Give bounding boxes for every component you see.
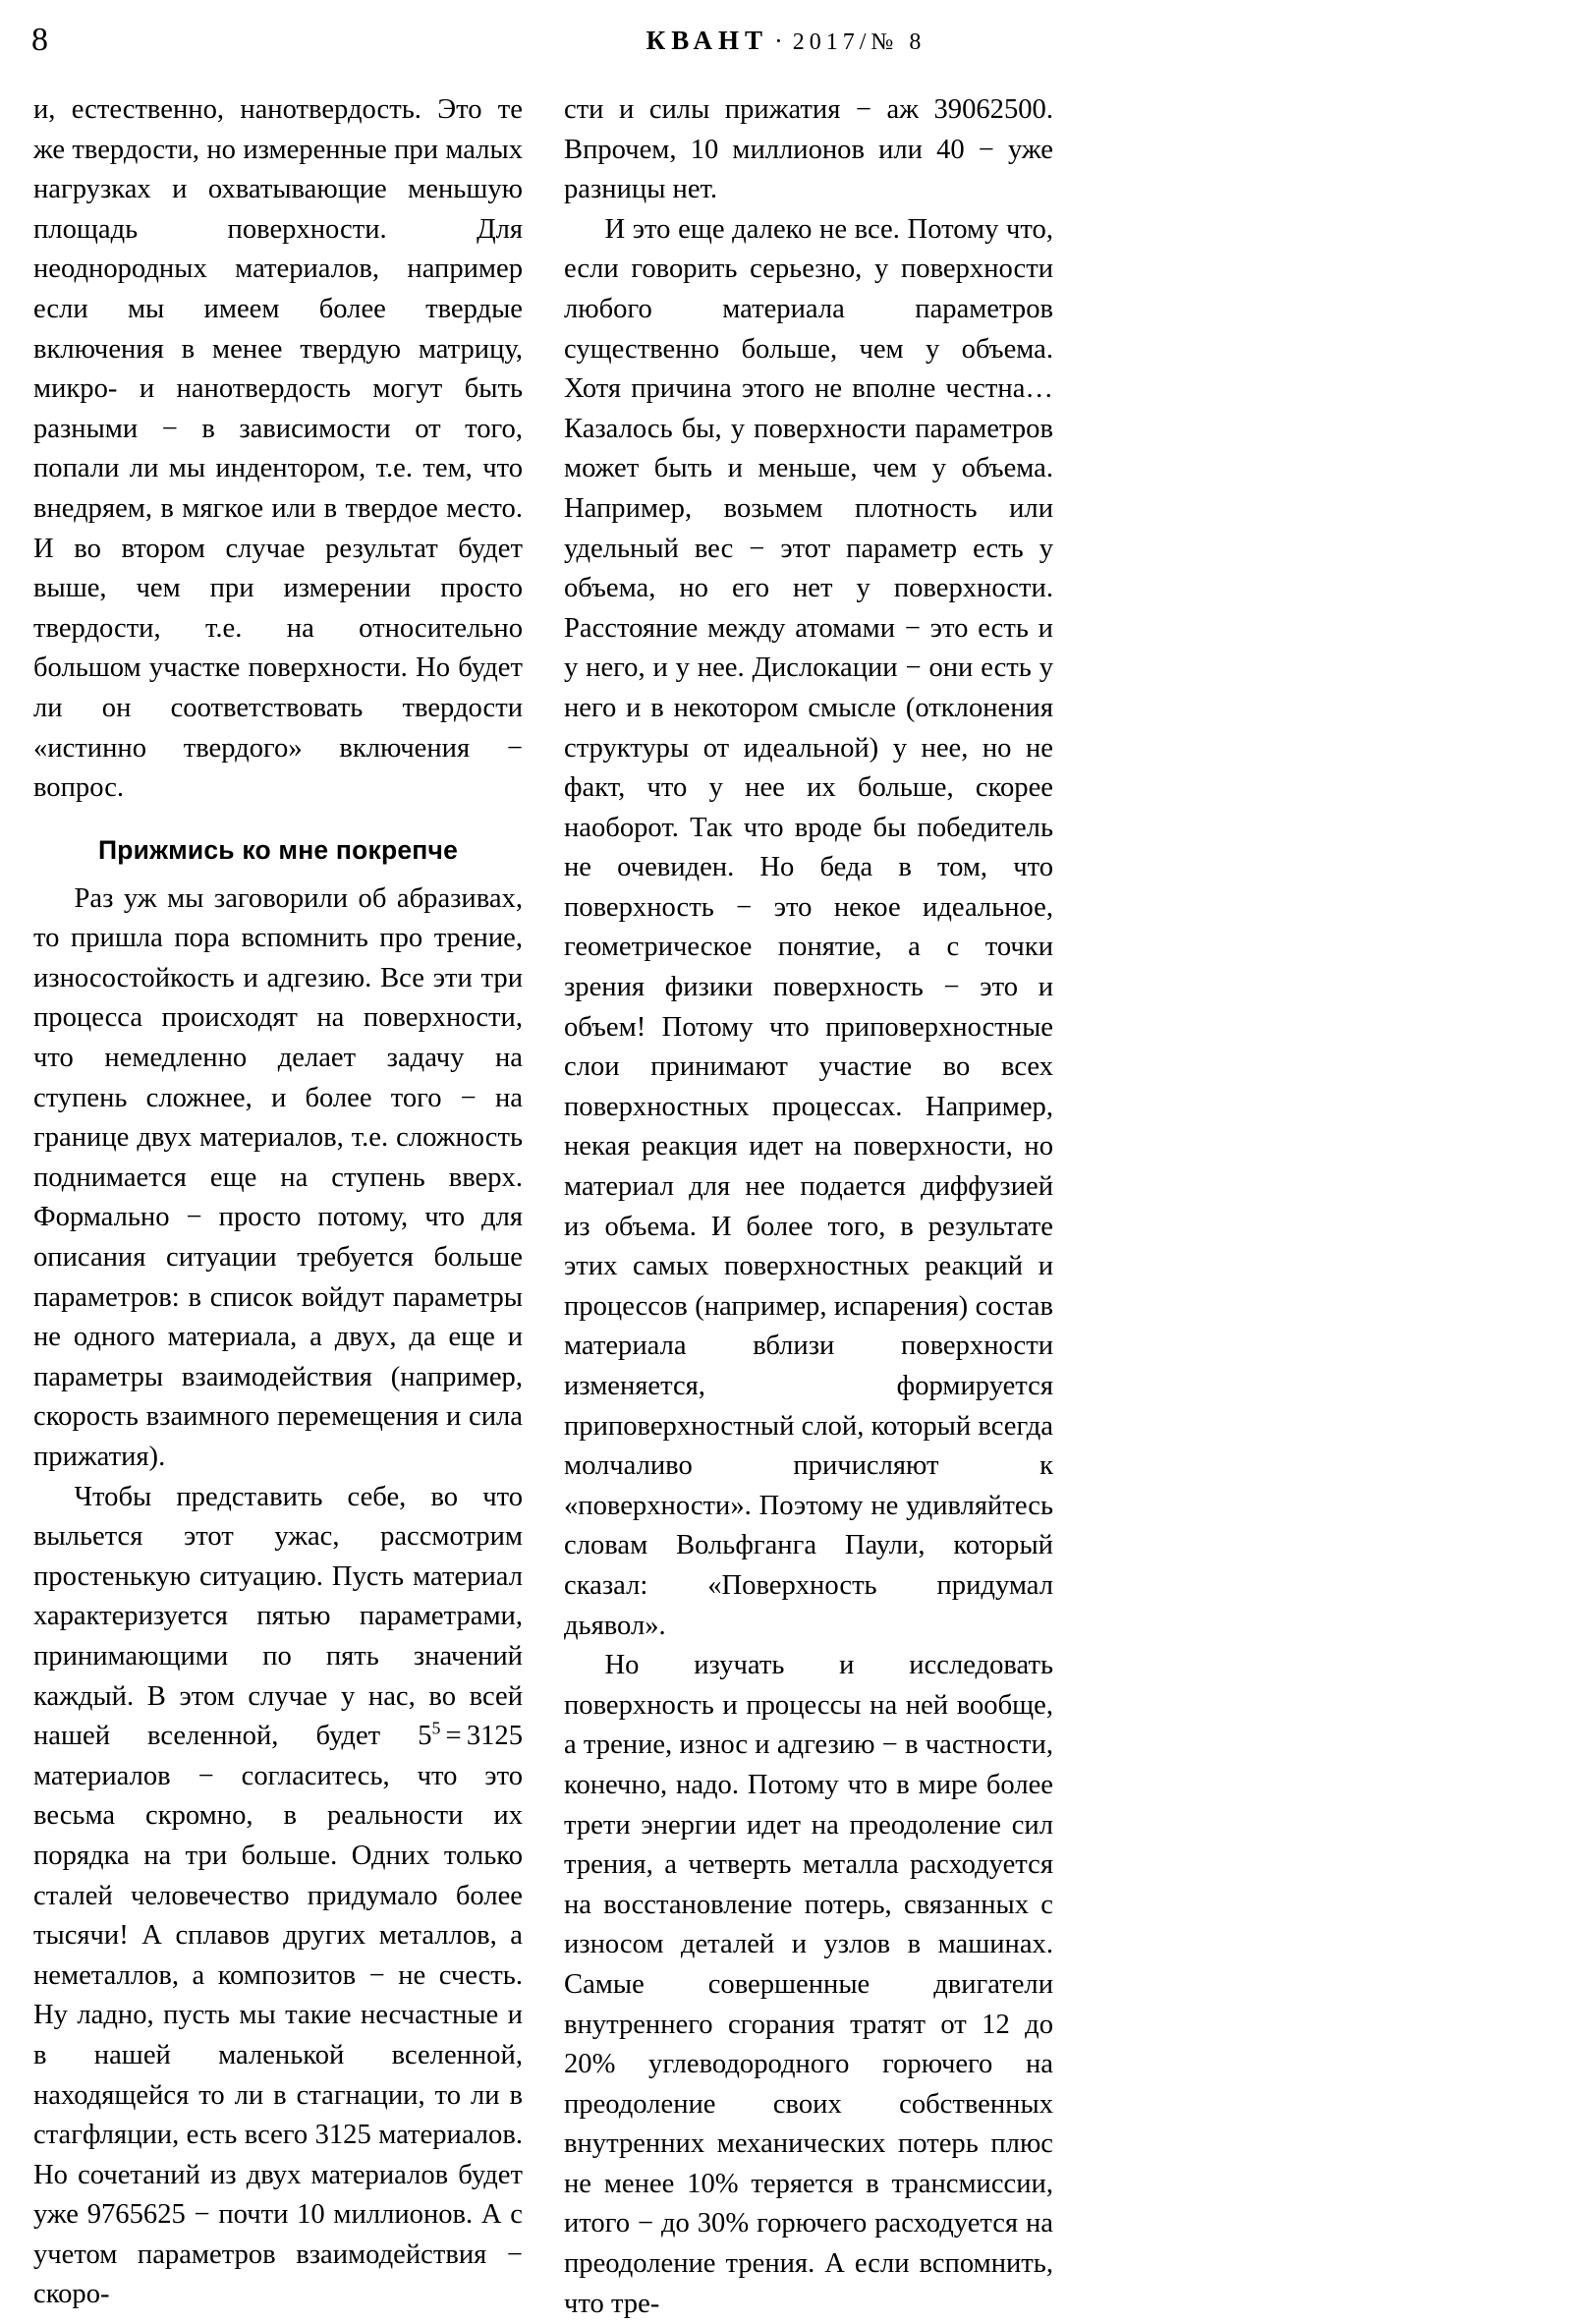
article-body [33,90,1539,2319]
paragraph: сти и силы прижатия − аж 39062500. Впрочем, 10 миллионов или 40 − уже разницы нет. [564,94,1053,205]
paragraph: И это еще далеко не все. Потому что, если говорить серьезно, у поверхности любого материала параметров существенно больше, чем у объема. Хотя причина этого не вполне честна… Казалось бы, у поверхности параметров может быть и меньше, чем у объема. Например, возьмем плотность или удельный вес − этот параметр есть у объема, но его нет у поверхности. Расстояние между атомами − это есть и у него, и у нее. Дислокации − они есть у него и в некотором смысле (отклонения структуры от идеальной) у нее, но не факт, что у нее их больше, скорее наоборот. Так что вроде бы победитель не очевиден. Но беда в том, что поверхность − это некое идеальное, геометрическое понятие, а с точки зрения физики поверхность − это и объем! Потому что приповерхностные слои принимают участие во всех поверхностных процессах. Например, некая реакция идет на поверхности, но материал для нее подается диффузией из объема. И более того, в результате этих самых поверхностных реакций и процессов (например, испарения) состав материала вблизи поверхности изменяется, формируется приповерхностный слой, который всегда молчаливо причисляют к «поверхности». Поэтому не удивляйтесь словам Вольфганга Паули, который сказал: «Поверхность придумал дьявол». [564,213,1053,1641]
left-column [33,90,523,2315]
inline-formula [418,1718,523,1752]
journal-title: КВАНТ [646,26,769,55]
formula-result: 3125 [466,1721,523,1752]
formula-equals: = [445,1721,462,1752]
paragraph: и, естественно, нанотвердость. Это те же твердости, но измеренные при малых нагрузках и охватывающие меньшую площадь поверхности. Для неоднородных материалов, например если мы имеем более твердые включения в менее твердую матрицу, микро- и нанотвердость могут быть разными − в зависимости от того, попали ли мы индентором, т.е. тем, что внедряем, в мягкое или в твердое место. И во втором случае результат будет выше, чем при измерении просто твердости, т.е. на относительно большом участке поверхности. Но будет ли он соответствовать твердости «истинно твердого» включения − вопрос. [33,94,523,804]
header-separator: · [774,27,787,55]
journal-issue: 2017/№ 8 [792,29,926,55]
formula-exponent: 5 [431,1718,441,1738]
paragraph-text-before-formula: Чтобы представить себе, во что выльется этот ужас, рассмотрим простенькую ситуацию. Пусть материал характеризуется пятью параметрами, принимающими по пять значений каждый. В этом случае у нас, во всей нашей вселенной, будет [33,1481,523,1752]
right-column [564,90,1053,2324]
journal-header [0,28,1572,54]
paragraph: Раз уж мы заговорили об абразивах, то пришла пора вспомнить про трение, износостойкость и адгезию. Все эти три процесса происходят на поверхности, что немедленно делает задачу на ступень сложнее, и более того − на границе двух материалов, т.е. сложность поднимается еще на ступень вверх. Формально − просто потому, что для описания ситуации требуется больше параметров: в список войдут параметры не одного материала, а двух, да еще и параметры взаимодействия (например, скорость взаимного перемещения и сила прижатия). [33,882,523,1472]
running-head [0,22,1572,73]
page-number: 8 [31,22,48,58]
section-heading: Прижмись ко мне покрепче [97,834,459,865]
paragraph-with-formula [33,1478,523,2315]
paragraph-text-after-formula: материалов − согласитесь, что это весьма скромно, в реальности их порядка на три больше. Одних только сталей человечество придумало более тысячи! А сплавов других металлов, а неметаллов, а композитов − не счесть. Ну ладно, пусть мы такие несчастные и в нашей маленькой вселенной, находящейся то ли в стагнации, то ли в стагфляции, есть всего 3125 материалов. Но сочетаний из двух материалов будет уже 9765625 − почти 10 миллионов. А с учетом параметров взаимодействия − скоро- [33,1760,523,2310]
formula-base: 5 [418,1721,432,1752]
paragraph: Но изучать и исследовать поверхность и процессы на ней вообще, а трение, износ и адгезию − в частности, конечно, надо. Потому что в мире более трети энергии идет на преодоление сил трения, а четверть металла расходуется на восстановление потерь, связанных с износом деталей и узлов в машинах. Самые совершенные двигатели внутреннего сгорания тратят от 12 до 20% углеводородного горючего на преодоление своих собственных внутренних механических потерь плюс не менее 10% теряется в трансмиссии, итого − до 30% горючего расходуется на преодоление трения. А если вспомнить, что тре- [564,1650,1053,2319]
